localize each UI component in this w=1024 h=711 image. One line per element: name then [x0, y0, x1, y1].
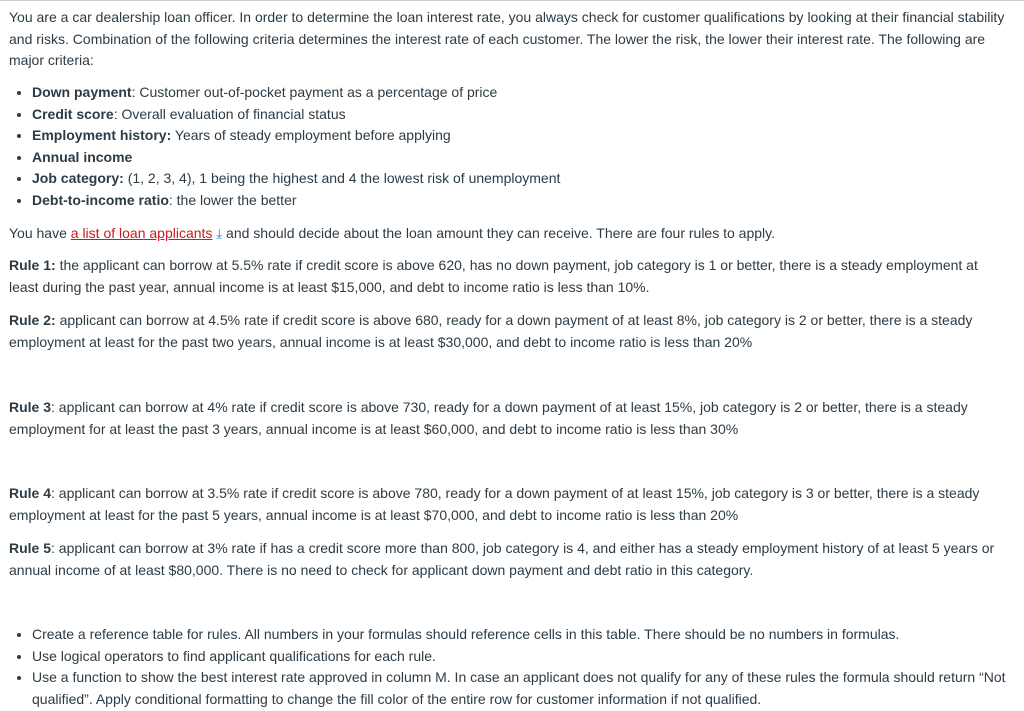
tasks-list [0, 624, 1017, 710]
criteria-item [32, 168, 1017, 190]
applicants-paragraph: You have a list of loan applicants ⤓ and should decide about the loan amount they can receive. There are four rules to apply. [9, 225, 775, 241]
rule-3-paragraph [9, 397, 1009, 440]
criteria-list [0, 82, 1017, 211]
criteria-term: Down payment [32, 84, 132, 100]
rule-label: Rule 3 [9, 399, 52, 415]
task-item: • Use a function to show the best interest rate approved in column M. In case an applicant does not qualify for any of these rules the formula should return “Not qualified”. Apply conditional formatting to change the fill color of the entire row for customer information if not qualified. [32, 667, 1017, 710]
criteria-term: Debt-to-income ratio [32, 191, 169, 208]
criteria-item: • Debt-to-income ratio: the lower the better [32, 190, 1017, 212]
intro-paragraph: You are a car dealership loan officer. In order to determine the loan interest rate, you always check for customer qualifications by looking at their financial stability and risks. Combination of the following criteria determines the interest rate of each customer. The lower the risk, the lower their interest rate. The following are major criteria: [9, 9, 1005, 68]
rule-text: : applicant can borrow at 4% rate if credit score is above 730, ready for a down payment of at least 15%, job category is 2 or better, there is a steady employment for at least the past 3 years, annual income is at least $60,000, and debt to income ratio is less than 30% [9, 399, 968, 437]
rule-5-paragraph [9, 538, 1009, 581]
criteria-term: Job category: [32, 170, 124, 186]
rule-text: applicant can borrow at 4.5% rate if credit score is above 680, ready for a down payment of at least 8%, job category is 2 or better, there is a steady employment at least for the past two years, annual income is at least $30,000, and debt to income ratio is less than 20% [9, 312, 973, 350]
rule-1-paragraph [9, 255, 1009, 298]
rule-text: : applicant can borrow at 3% rate if has a credit score more than 800, job category is 4, and either has a steady employment history of at least 5 years or annual income of at least $80,000. There is no need to check for applicant down payment and debt ratio in this category. [9, 540, 995, 578]
rule-label: Rule 4 [9, 485, 52, 501]
criteria-item: • Down payment: Customer out-of-pocket payment as a percentage of price [32, 82, 1017, 104]
rule-label: Rule 2: [9, 312, 56, 328]
task-item: • Use logical operators to find applicant qualifications for each rule. [32, 646, 1017, 668]
task-item: • Create a reference table for rules. All numbers in your formulas should reference cells in this table. There should be no numbers in formulas. [32, 624, 1017, 646]
criteria-term: Credit score [32, 105, 114, 122]
rule-label: Rule 5 [9, 540, 52, 556]
criteria-desc: the lower the better [176, 191, 297, 208]
download-icon[interactable]: ⤓ [216, 226, 223, 241]
criteria-desc: Overall evaluation of financial status [121, 105, 346, 122]
applicants-list-link[interactable]: a list of loan applicants [70, 225, 213, 241]
criteria-desc: Customer out-of-pocket payment as a percentage of price [139, 84, 498, 100]
criteria-desc: (1, 2, 3, 4), 1 being the highest and 4 the lowest risk of unemployment [127, 170, 561, 186]
rule-4-paragraph [9, 483, 1009, 526]
criteria-term: Annual income [32, 148, 133, 165]
criteria-item: • Credit score: Overall evaluation of financial status [32, 104, 1017, 126]
rule-label: Rule 1: [9, 257, 56, 273]
criteria-term: Employment history: [32, 127, 172, 143]
rule-text: : applicant can borrow at 3.5% rate if credit score is above 780, ready for a down payment of at least 15%, job category is 3 or better, there is a steady employment at least for the past 5 years, annual income is at least $70,000, and debt to income ratio is less than 20% [9, 485, 980, 523]
rule-text: the applicant can borrow at 5.5% rate if credit score is above 620, has no down payment, job category is 1 or better, there is a steady employment at least during the past year, annual income is at least $15,000, and debt to income ratio is less than 10%. [9, 257, 978, 295]
rule-2-paragraph [9, 310, 1009, 353]
criteria-item [32, 125, 1017, 147]
criteria-desc: Years of steady employment before applying [174, 127, 451, 143]
criteria-item [32, 147, 1017, 169]
